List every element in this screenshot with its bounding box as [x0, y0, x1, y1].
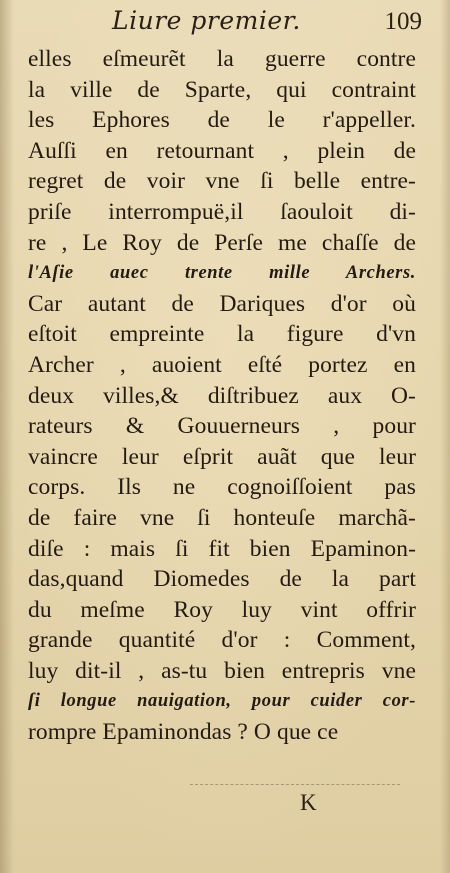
text-block	[28, 44, 416, 748]
text-line: eſtoit empreinte la figure d'vn	[28, 321, 416, 348]
text-line: elles eſmeurẽt la guerre contre	[28, 46, 416, 72]
page-gutter-shadow	[0, 0, 14, 873]
text-line: luy dit-il , as-tu bien entrepris vne	[28, 657, 416, 684]
foot-divider	[190, 784, 400, 786]
text-line: deux villes,& diſtribuez aux O-	[28, 382, 416, 409]
text-line: das,quand Diomedes de la part	[28, 566, 416, 593]
text-line: diſe : mais ſi fit bien Epaminon-	[28, 535, 416, 562]
running-head: Liure premier.	[112, 6, 301, 35]
text-line: Auſſi en retournant , plein de	[28, 137, 416, 164]
text-line-italic-quote: l'Aſie auec trente mille Archers.	[28, 263, 416, 284]
page-edge-shadow	[440, 0, 450, 873]
page-header	[112, 6, 422, 44]
text-line: rompre Epaminondas ? O que ce	[28, 719, 339, 746]
page-number: 109	[384, 8, 422, 35]
signature-mark: K	[300, 790, 317, 815]
text-line: vaincre leur eſprit auãt que leur	[28, 443, 416, 470]
text-line: Car autant de Dariques d'or où	[28, 290, 416, 317]
text-line: de faire vne ſi honteuſe marchã-	[28, 504, 416, 531]
text-line: regret de voir vne ſi belle entre-	[28, 168, 416, 195]
text-line: re , Le Roy de Perſe me chaſſe de	[28, 229, 416, 256]
text-line: grande quantité d'or : Comment,	[28, 627, 416, 654]
text-line-italic-quote: ſi longue nauigation, pour cuider cor-	[28, 691, 416, 712]
text-line: Archer , auoient eſté portez en	[28, 351, 416, 378]
text-line: rateurs & Gouuerneurs , pour	[28, 413, 416, 440]
text-line: la ville de Sparte, qui contraint	[28, 76, 416, 103]
text-line: corps. Ils ne cognoiſſoient pas	[28, 474, 416, 501]
text-line: priſe interrompuë,il ſaouloit di-	[28, 198, 416, 225]
text-line: du meſme Roy luy vint offrir	[28, 596, 416, 623]
text-line: les Ephores de le r'appeller.	[28, 107, 416, 134]
